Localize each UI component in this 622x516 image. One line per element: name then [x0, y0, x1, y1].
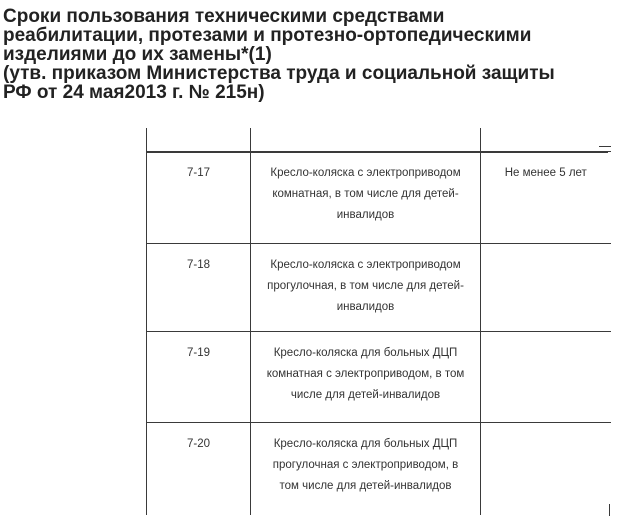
usage-term-cell: Не менее 5 лет	[481, 152, 611, 244]
item-name-line: инвалидов	[336, 209, 395, 221]
item-name-cell	[251, 332, 481, 423]
item-code-cell: 7-17	[147, 152, 251, 244]
item-name-line: Кресло-коляска для больных ДЦП	[273, 438, 458, 450]
usage-term-cell	[481, 244, 611, 332]
replacement-terms-table	[146, 151, 610, 515]
heading-line: Сроки пользования техническими средствами	[3, 6, 445, 27]
document-heading	[3, 7, 622, 102]
table-row	[147, 244, 611, 332]
item-name-line: числе для детей-инвалидов	[290, 389, 441, 401]
table-row	[147, 152, 611, 244]
usage-term-cell	[481, 423, 611, 516]
item-name-line: Кресло-коляска с электроприводом	[270, 167, 461, 179]
item-name-line: комнатная с электроприводом, в том	[266, 368, 465, 380]
table-row	[147, 423, 611, 516]
heading-line: реабилитации, протезами и протезно-ортопедическими	[3, 25, 532, 46]
heading-line: РФ от 24 мая2013 г. № 215н)	[3, 82, 265, 103]
item-name-line: Кресло-коляска для больных ДЦП	[273, 347, 458, 359]
item-name-line: прогулочная, в том числе для детей-	[267, 280, 464, 292]
previous-row-fragment	[146, 128, 606, 152]
item-name-cell	[251, 152, 481, 244]
item-name-line: прогулочная с электроприводом, в	[272, 459, 459, 471]
usage-term-cell	[481, 332, 611, 423]
item-name-cell	[251, 423, 481, 516]
item-code-cell: 7-18	[147, 244, 251, 332]
item-name-line: том числе для детей-инвалидов	[279, 480, 452, 492]
item-name-line: Кресло-коляска с электроприводом	[270, 259, 461, 271]
item-code-cell: 7-20	[147, 423, 251, 516]
heading-line: изделиями до их замены*(1)	[3, 44, 272, 65]
item-name-cell	[251, 244, 481, 332]
item-code-cell: 7-19	[147, 332, 251, 423]
item-name-line: инвалидов	[336, 301, 395, 313]
heading-line: (утв. приказом Министерства труда и социальной защиты	[3, 63, 555, 84]
table-row	[147, 332, 611, 423]
item-name-line: комнатная, в том числе для детей-	[272, 188, 459, 200]
table-edge-mark	[609, 504, 610, 516]
